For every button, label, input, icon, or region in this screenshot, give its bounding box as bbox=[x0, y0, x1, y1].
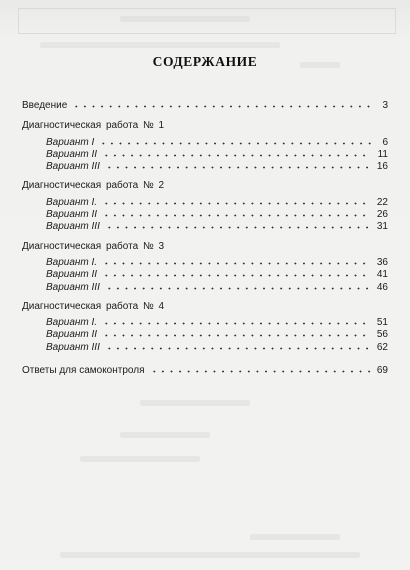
dot-leader bbox=[99, 253, 371, 265]
toc-entry bbox=[22, 193, 388, 208]
show-through-line bbox=[120, 432, 210, 438]
toc-entry-label: Введение bbox=[22, 100, 68, 111]
toc-entry-label: Вариант II bbox=[46, 148, 98, 160]
toc-entry-label: Вариант III bbox=[46, 161, 100, 173]
toc-page-number: 31 bbox=[376, 221, 388, 233]
show-through-line bbox=[120, 16, 250, 22]
toc-group-title: Диагностическая работа № 1 bbox=[22, 120, 165, 132]
dot-leader bbox=[102, 278, 371, 290]
dot-leader bbox=[99, 193, 371, 205]
toc-entry-label: Вариант II bbox=[46, 269, 98, 281]
dot-leader bbox=[147, 361, 372, 373]
toc-entry-label: Вариант I. bbox=[46, 196, 98, 208]
dot-leader bbox=[99, 265, 371, 277]
show-through-line bbox=[250, 534, 340, 540]
page-title: СОДЕРЖАНИЕ bbox=[152, 54, 258, 69]
toc-entry-intro bbox=[22, 96, 388, 111]
toc-page-number: 3 bbox=[382, 100, 388, 111]
toc-entry-label: Вариант II bbox=[46, 329, 98, 341]
show-through-line bbox=[80, 456, 200, 462]
dot-leader bbox=[99, 205, 371, 217]
table-of-contents bbox=[22, 96, 388, 377]
dot-leader bbox=[96, 133, 371, 145]
toc-page-number: 16 bbox=[376, 161, 388, 173]
toc-group-title: Диагностическая работа № 2 bbox=[22, 180, 165, 192]
toc-page-number: 69 bbox=[376, 365, 388, 377]
show-through-line bbox=[60, 552, 360, 558]
toc-entry-label: Вариант III bbox=[46, 221, 100, 233]
dot-leader bbox=[69, 96, 371, 108]
toc-group-title: Диагностическая работа № 3 bbox=[22, 240, 165, 252]
toc-page-number: 22 bbox=[376, 196, 388, 208]
toc-page-number: 46 bbox=[376, 281, 388, 293]
toc-page-number: 41 bbox=[376, 269, 388, 281]
toc-entry-answers bbox=[22, 361, 388, 377]
toc-group bbox=[22, 240, 388, 293]
toc-group bbox=[22, 180, 388, 233]
toc-entry-label: Ответы для самоконтроля bbox=[22, 365, 145, 377]
toc-entry bbox=[22, 133, 388, 148]
toc-entry bbox=[22, 253, 388, 268]
toc-page-number: 26 bbox=[376, 209, 388, 221]
toc-page-number: 36 bbox=[376, 256, 388, 268]
toc-entry-label: Вариант I bbox=[46, 136, 95, 148]
toc-page-number: 62 bbox=[376, 341, 388, 353]
toc-entry-label: Вариант III bbox=[46, 341, 100, 353]
toc-page-number: 11 bbox=[377, 148, 388, 160]
toc-group bbox=[22, 120, 388, 173]
dot-leader bbox=[99, 145, 371, 157]
show-through-line bbox=[40, 42, 280, 48]
toc-page-number: 56 bbox=[376, 329, 388, 341]
show-through-line bbox=[140, 400, 250, 406]
toc-entry bbox=[22, 313, 388, 329]
dot-leader bbox=[102, 157, 371, 169]
toc-entry-label: Вариант I. bbox=[46, 317, 98, 329]
dot-leader bbox=[102, 217, 371, 229]
dot-leader bbox=[99, 313, 371, 325]
toc-group-title: Диагностическая работа № 4 bbox=[22, 300, 165, 312]
toc-page-number: 51 bbox=[376, 317, 388, 329]
toc-entry-label: Вариант I. bbox=[46, 256, 98, 268]
toc-group bbox=[22, 300, 388, 353]
dot-leader bbox=[99, 325, 371, 337]
toc-page-number: 6 bbox=[382, 136, 388, 148]
toc-entry-label: Вариант III bbox=[46, 281, 100, 293]
dot-leader bbox=[102, 338, 371, 350]
toc-entry-label: Вариант II bbox=[46, 209, 98, 221]
